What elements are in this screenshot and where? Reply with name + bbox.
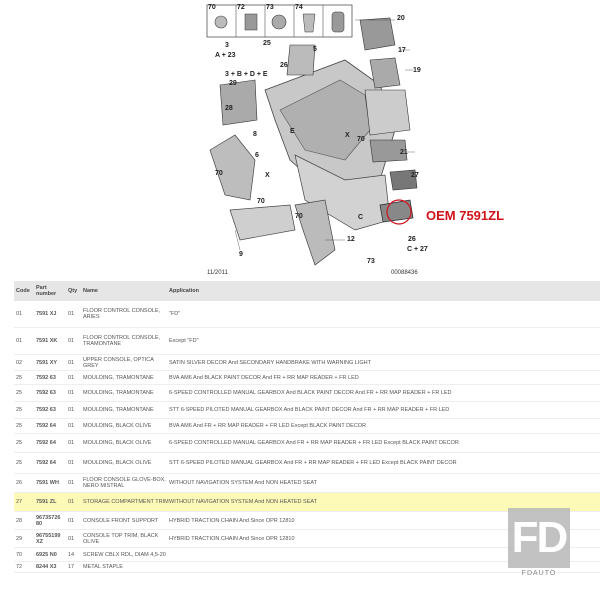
cell-part-number: 7592 63 — [36, 390, 56, 396]
cell-name: MOULDING, BLACK OLIVE — [83, 460, 152, 466]
cell-code: 25 — [16, 460, 23, 466]
part-label-70-d: 70 — [295, 213, 303, 220]
cell-qty: 01 — [68, 374, 75, 381]
cell-code: 25 — [16, 423, 23, 429]
parts-diagram — [195, 0, 430, 280]
table-row[interactable] — [14, 453, 600, 474]
cell-name: METAL STAPLE — [83, 564, 123, 570]
cell-code: 01 — [16, 338, 23, 344]
part-label-20: 20 — [397, 15, 405, 22]
diagram-date: 11/2011 — [207, 270, 228, 276]
part-label-6: 6 — [255, 152, 259, 159]
cell-qty: 17 — [68, 564, 75, 570]
part-label-28: 28 — [225, 105, 233, 112]
part-label-e: E — [290, 128, 295, 135]
part-label-70-a: 70 — [357, 136, 365, 143]
cell-application: HYBRID TRACTION CHAIN And Since OPR 12810 — [169, 535, 295, 542]
cell-code: 27 — [16, 499, 23, 505]
cell-name: SCREW CBLX RDL, DIAM 4,5-20 — [83, 551, 166, 558]
part-label-70-c: 70 — [257, 198, 265, 205]
formula-c-27: C + 27 — [407, 246, 428, 253]
cell-application: HYBRID TRACTION CHAIN And Since OPR 12810 — [169, 517, 295, 524]
cell-name: MOULDING, BLACK OLIVE — [83, 440, 152, 446]
cell-code: 29 — [16, 535, 23, 542]
cell-code: 28 — [16, 517, 23, 524]
cell-name: FLOOR CONTROL CONSOLE, ARIES — [83, 308, 161, 320]
cell-name: UPPER CONSOLE, OPTICA GREY — [83, 356, 154, 369]
cell-part-number: 7592 63 — [36, 407, 56, 413]
cell-application: STT 6-SPEED PILOTED MANUAL GEARBOX And FR + RR MAP READER + FR LED Except BLACK PAINT DECOR — [169, 460, 457, 466]
cell-code: 01 — [16, 311, 23, 317]
fastener-label-73: 73 — [266, 4, 274, 11]
cell-qty: 01 — [68, 499, 75, 505]
table-header — [14, 281, 600, 301]
cell-application: Except "FD" — [169, 338, 199, 344]
cell-part-number: 7592 64 — [36, 440, 56, 446]
cell-part-number: 7591 ZL — [36, 499, 57, 505]
cell-name: CONSOLE TOP TRIM, BLACK OLIVE — [83, 532, 159, 545]
part-label-73: 73 — [367, 258, 375, 265]
part-label-25: 25 — [263, 40, 271, 47]
cell-code: 02 — [16, 359, 23, 366]
cell-name: STORAGE COMPARTMENT TRIM — [83, 499, 169, 505]
part-label-17: 17 — [398, 47, 406, 54]
cell-application: 6-SPEED CONTROLLED MANUAL GEARBOX And FR + RR MAP READER + FR LED Except BLACK PAINT DECOR — [169, 440, 459, 446]
cell-application: STT 6-SPEED PILOTED MANUAL GEARBOX And BLACK PAINT DECOR And FR + RR MAP READER + FR LED — [169, 407, 450, 413]
part-label-70-b: 70 — [215, 170, 223, 177]
part-label-19: 19 — [413, 67, 421, 74]
cell-name: MOULDING, TRAMONTANE — [83, 374, 154, 381]
cell-name: MOULDING, TRAMONTANE — [83, 407, 154, 413]
part-label-8: 8 — [253, 131, 257, 138]
table-row[interactable] — [14, 385, 600, 402]
part-label-x-b: X — [265, 172, 270, 179]
cell-part-number: 7591 XJ — [36, 311, 57, 317]
part-label-3: 3 — [225, 42, 229, 49]
cell-qty: 01 — [68, 535, 75, 542]
part-label-x: X — [345, 132, 350, 139]
cell-code: 70 — [16, 551, 23, 558]
cell-qty: 14 — [68, 551, 75, 558]
part-label-5: 5 — [313, 46, 317, 53]
formula-3-b-d-e: 3 + B + D + E — [225, 71, 268, 78]
table-row[interactable] — [14, 371, 600, 385]
cell-part-number: 7591 WH — [36, 480, 59, 486]
header-application: Application — [169, 288, 199, 294]
fdauto-watermark-text: FDAUTO — [521, 570, 557, 577]
part-label-21: 21 — [400, 149, 408, 156]
table-row[interactable] — [14, 474, 600, 493]
diagram-drawing — [195, 0, 430, 280]
part-label-12: 12 — [347, 236, 355, 243]
cell-qty: 01 — [68, 311, 75, 317]
cell-part-number: 7592 63 — [36, 374, 56, 381]
formula-a-23: A + 23 — [215, 52, 236, 59]
oem-callout: OEM 7591ZL — [426, 208, 505, 223]
cell-qty: 01 — [68, 460, 75, 466]
cell-name: CONSOLE FRONT SUPPORT — [83, 517, 159, 524]
cell-code: 26 — [16, 480, 23, 486]
cell-part-number: 7591 XY — [36, 359, 58, 366]
cell-qty: 01 — [68, 359, 75, 366]
cell-name: MOULDING, BLACK OLIVE — [83, 423, 152, 429]
fastener-label-70: 70 — [208, 4, 216, 11]
cell-part-number: 6925 N0 — [36, 551, 57, 558]
cell-part-number: 96735726 80 — [36, 514, 61, 527]
fd-logo-watermark: FD — [508, 508, 570, 568]
cell-part-number: 8244 X3 — [36, 564, 57, 570]
header-part-number: Part number — [36, 285, 57, 297]
part-label-26-b: 26 — [408, 236, 416, 243]
cell-application: WITHOUT NAVIGATION SYSTEM And NON HEATED SEAT — [169, 499, 318, 505]
cell-code: 72 — [16, 564, 23, 570]
part-label-26: 26 — [280, 62, 288, 69]
cell-qty: 01 — [68, 480, 75, 486]
cell-application: 6-SPEED CONTROLLED MANUAL GEARBOX And BLACK PAINT DECOR And FR + RR MAP READER + FR LED — [169, 390, 452, 396]
cell-name: FLOOR CONSOLE GLOVE-BOX, NERO MISTRAL — [83, 477, 166, 489]
cell-application: BVA AM6 And BLACK PAINT DECOR And FR + RR MAP READER + FR LED — [169, 374, 359, 381]
cell-code: 25 — [16, 374, 23, 381]
cell-name: FLOOR CONTROL CONSOLE, TRAMONTANE — [83, 335, 161, 347]
part-label-9: 9 — [239, 251, 243, 258]
cell-qty: 01 — [68, 407, 75, 413]
table-row[interactable] — [14, 402, 600, 419]
header-qty: Qty — [68, 288, 78, 294]
header-name: Name — [83, 288, 98, 294]
header-code: Code — [16, 288, 30, 294]
cell-application: "FD" — [169, 311, 181, 317]
cell-code: 25 — [16, 440, 23, 446]
cell-qty: 01 — [68, 517, 75, 524]
table-row[interactable] — [14, 434, 600, 453]
cell-part-number: 7592 64 — [36, 423, 56, 429]
cell-application: WITHOUT NAVIGATION SYSTEM And NON HEATED SEAT — [169, 480, 318, 486]
fastener-label-74: 74 — [295, 4, 303, 11]
cell-code: 25 — [16, 390, 23, 396]
part-label-c: C — [358, 214, 364, 221]
cell-qty: 01 — [68, 423, 75, 429]
part-label-29: 29 — [229, 80, 237, 87]
cell-application: BVA AM6 And FR + RR MAP READER + FR LED Except BLACK PAINT DECOR — [169, 423, 367, 429]
part-label-27: 27 — [411, 172, 419, 179]
cell-qty: 01 — [68, 338, 75, 344]
cell-name: MOULDING, TRAMONTANE — [83, 390, 154, 396]
table-row[interactable] — [14, 301, 600, 328]
cell-part-number: 7591 XK — [36, 338, 58, 344]
cell-application: SATIN SILVER DECOR And SECONDARY HANDBRAKE WITH WARNING LIGHT — [169, 359, 372, 366]
cell-part-number: 7592 64 — [36, 460, 56, 466]
cell-qty: 01 — [68, 390, 75, 396]
table-row[interactable] — [14, 328, 600, 355]
cell-qty: 01 — [68, 440, 75, 446]
diagram-reference: 00088436 — [391, 270, 418, 276]
table-row[interactable] — [14, 355, 600, 371]
cell-part-number: 96755199 XZ — [36, 532, 61, 545]
fastener-label-72: 72 — [237, 4, 245, 11]
cell-code: 25 — [16, 407, 23, 413]
table-row[interactable] — [14, 419, 600, 434]
